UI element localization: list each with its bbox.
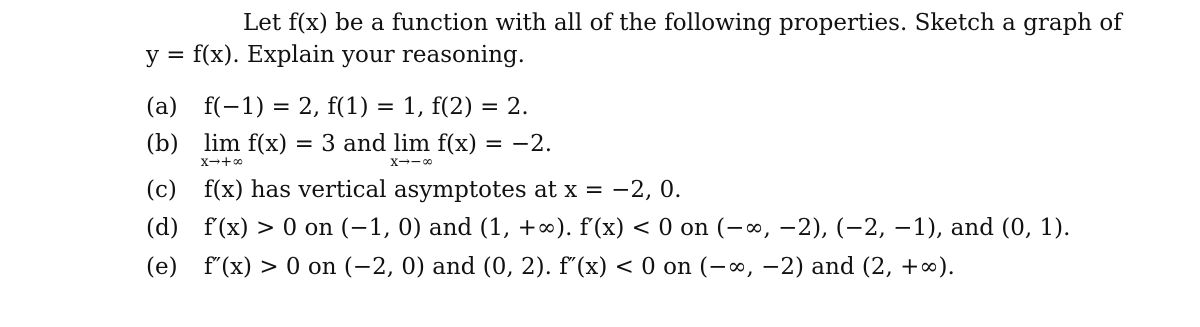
item-d-text: f′(x) > 0 on (−1, 0) and (1, +∞). f′(x) < 0 on (−∞, −2), (−2, −1), and (0, 1). [204, 215, 1071, 241]
limit-plus-infinity-word: lim [204, 131, 241, 157]
item-a-label: (a) [146, 94, 178, 120]
item-c-text: f(x) has vertical asymptotes at x = −2, 0. [204, 177, 682, 203]
item-b-text-1: f(x) = 3 and [240, 131, 394, 157]
item-c [146, 176, 682, 204]
item-b [146, 130, 553, 170]
item-e [146, 253, 955, 281]
item-e-text: f″(x) > 0 on (−2, 0) and (0, 2). f″(x) < 0 on (−∞, −2) and (2, +∞). [204, 254, 955, 280]
limit-plus-infinity-subscript: x→+∞ [200, 154, 244, 170]
limit-minus-infinity-word: lim [393, 131, 431, 157]
item-b-text-2: f(x) = −2. [430, 131, 553, 157]
limit-plus-infinity [200, 130, 244, 170]
item-d-label: (d) [146, 215, 179, 241]
item-e-label: (e) [146, 254, 178, 280]
item-c-label: (c) [146, 177, 177, 203]
item-a [146, 93, 529, 121]
limit-minus-infinity-subscript: x→−∞ [390, 154, 434, 170]
item-d [146, 214, 1070, 242]
limit-minus-infinity [390, 130, 434, 170]
intro-line-2: y = f(x). Explain your reasoning. [146, 42, 525, 68]
item-b-label: (b) [146, 131, 179, 157]
intro-line-1: Let f(x) be a function with all of the following properties. Sketch a graph of [243, 10, 1122, 36]
item-a-text: f(−1) = 2, f(1) = 1, f(2) = 2. [204, 94, 529, 120]
